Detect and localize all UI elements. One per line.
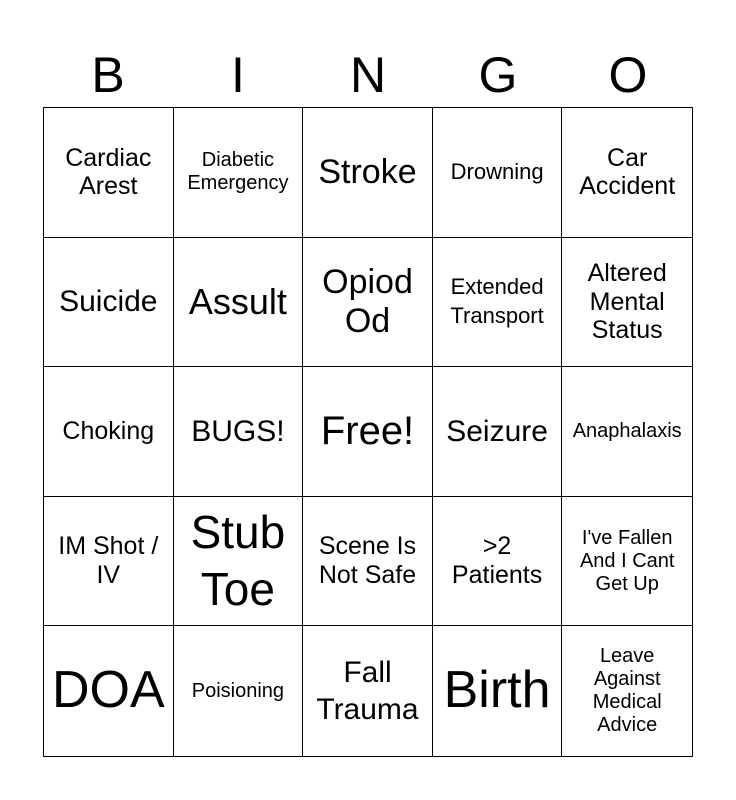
bingo-cell[interactable]: Scene Is Not Safe (303, 497, 433, 627)
bingo-cell[interactable]: Stroke (303, 108, 433, 238)
bingo-cell[interactable]: Extended Transport (433, 238, 563, 368)
bingo-cell[interactable]: Diabetic Emergency (174, 108, 304, 238)
bingo-cell[interactable]: Cardiac Arest (44, 108, 174, 238)
bingo-cell[interactable]: Drowning (433, 108, 563, 238)
header-letter-g: G (478, 47, 518, 103)
bingo-cell[interactable]: Leave Against Medical Advice (592, 645, 662, 737)
bingo-cell[interactable]: Car Accident (562, 108, 692, 238)
bingo-cell[interactable]: Assult (174, 238, 304, 368)
free-space[interactable]: Free! (303, 367, 433, 497)
bingo-cell[interactable]: DOA (44, 626, 174, 756)
bingo-cell[interactable]: Stub Toe (174, 497, 304, 627)
bingo-cell[interactable]: Seizure (433, 367, 563, 497)
bingo-cell[interactable]: BUGS! (174, 367, 304, 497)
bingo-cell[interactable]: >2 Patients (433, 497, 563, 627)
header-letter-o: O (608, 47, 648, 103)
bingo-cell[interactable]: Suicide (44, 238, 174, 368)
bingo-cell[interactable]: Birth (433, 626, 563, 756)
bingo-cell[interactable]: Anaphalaxis (562, 367, 692, 497)
bingo-cell[interactable]: Fall Trauma (303, 626, 433, 756)
bingo-board (43, 107, 693, 757)
bingo-header (43, 42, 693, 108)
bingo-cell[interactable]: Altered Mental Status (562, 238, 692, 368)
header-letter-n: N (349, 47, 387, 103)
header-letter-i: I (231, 47, 245, 103)
header-letter-b: B (91, 47, 125, 103)
bingo-cell[interactable]: IM Shot / IV (44, 497, 174, 627)
bingo-cell[interactable]: Poisioning (174, 626, 304, 756)
bingo-cell[interactable]: I've Fallen And I Cant Get Up (562, 497, 692, 627)
bingo-cell[interactable]: Choking (44, 367, 174, 497)
bingo-cell[interactable]: Opiod Od (303, 238, 433, 368)
